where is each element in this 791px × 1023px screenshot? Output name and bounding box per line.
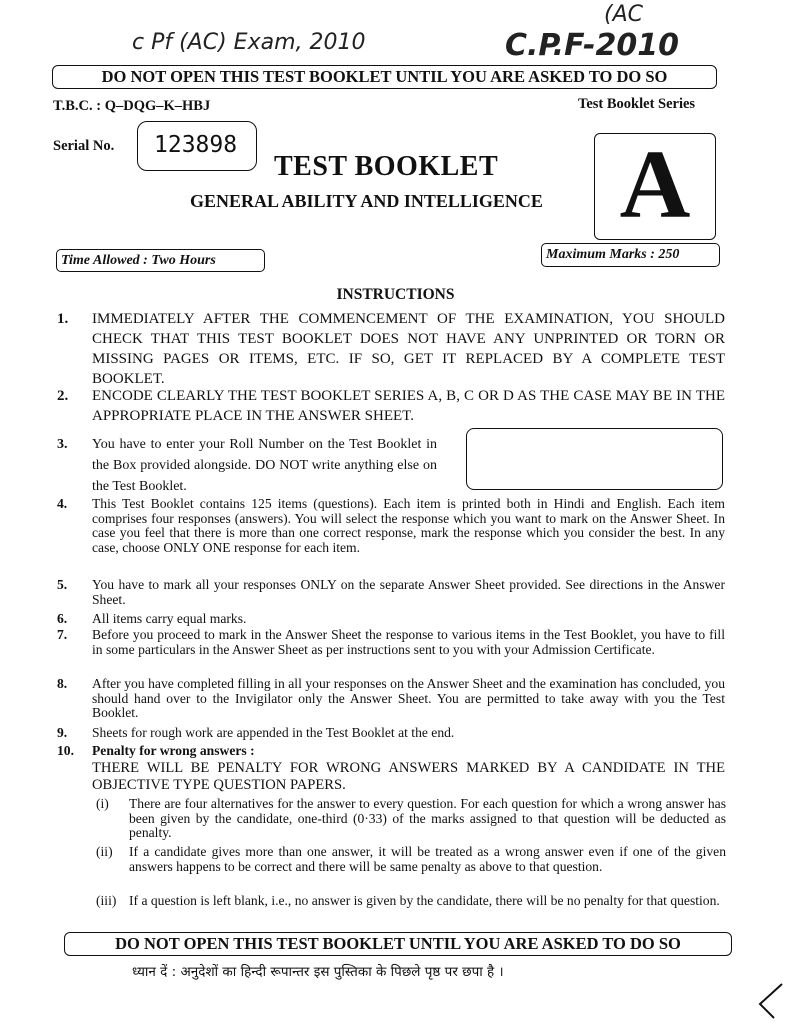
item-text: All items carry equal marks.: [92, 611, 247, 626]
series-letter: A: [619, 131, 691, 239]
instruction-item-6: [57, 612, 725, 628]
item-number: 10.: [57, 743, 74, 758]
page-title: TEST BOOKLET: [274, 151, 499, 182]
instruction-item-5: [57, 578, 725, 608]
penalty-number: (i): [96, 796, 109, 811]
instruction-item-9: [57, 726, 725, 742]
item-text: You have to mark all your responses ONLY on the separate Answer Sheet provided. See directions in the Answer Sheet.: [92, 577, 725, 607]
item-text: You have to enter your Roll Number on the Test Booklet in the Box provided alongside. DO NOT write anything else on the Test Booklet.: [92, 437, 437, 494]
penalty-intro: THERE WILL BE PENALTY FOR WRONG ANSWERS MARKED BY A CANDIDATE IN THE OBJECTIVE TYPE QUESTION PAPERS.: [92, 760, 725, 793]
series-label: Test Booklet Series: [578, 96, 696, 112]
penalty-text: If a question is left blank, i.e., no answer is given by the candidate, there will be no penalty for that question.: [129, 893, 720, 908]
handwritten-ac-note: (AC: [604, 2, 643, 27]
penalty-text: If a candidate gives more than one answer, it will be treated as a wrong answer even if one of the given answers happens to be correct and there will be same penalty as above to that question.: [129, 844, 726, 874]
penalty-number: (ii): [96, 844, 113, 859]
maximum-marks: Maximum Marks : 250: [541, 243, 720, 267]
item-number: 3.: [57, 437, 68, 452]
tbc-code: T.B.C. : Q–DQG–K–HBJ: [53, 98, 211, 114]
serial-number: 123898: [154, 132, 238, 158]
instruction-item-4: [57, 497, 725, 573]
hindi-note: ध्यान दें : अनुदेशों का हिन्दी रूपान्तर इस पुस्तिका के पिछले पृष्ठ पर छपा है ।: [132, 964, 504, 980]
handwritten-exam-note: c Pf (AC) Exam, 2010: [132, 30, 366, 55]
paper-subtitle: GENERAL ABILITY AND INTELLIGENCE: [190, 191, 543, 211]
handwritten-cpf-note: C.P.F-2010: [505, 28, 680, 63]
item-text: Before you proceed to mark in the Answer Sheet the response to various items in the Test Booklet, you have to fill in some particulars in the Answer Sheet as per instructions sent to you with your Admission Certificate.: [92, 627, 725, 657]
item-text: IMMEDIATELY AFTER THE COMMENCEMENT OF THE EXAMINATION, YOU SHOULD CHECK THAT THIS TEST BOOKLET DOES NOT HAVE ANY UNPRINTED OR TORN OR MISSING PAGES OR ITEMS, ETC. IF SO, GET IT REPLACED BY A COMPLETE TEST BOOKLET.: [92, 311, 725, 387]
instruction-item-1: [57, 309, 725, 389]
item-number: 4.: [57, 496, 68, 511]
item-number: 6.: [57, 611, 68, 626]
scan-mark: [752, 980, 788, 1020]
serial-number-box: [137, 121, 257, 171]
item-number: 7.: [57, 627, 68, 642]
warning-banner-bottom: DO NOT OPEN THIS TEST BOOKLET UNTIL YOU ARE ASKED TO DO SO: [64, 932, 732, 956]
penalty-number: (iii): [96, 893, 117, 908]
penalty-item-i: [96, 797, 726, 843]
item-number: 9.: [57, 725, 68, 740]
penalty-item-ii: [96, 845, 726, 891]
series-letter-box: [594, 133, 716, 240]
item-number: 5.: [57, 577, 68, 592]
instructions-heading: INSTRUCTIONS: [336, 286, 455, 303]
roll-number-box[interactable]: [466, 428, 723, 490]
instruction-item-7: [57, 628, 725, 674]
item-text: Penalty for wrong answers :: [92, 743, 255, 758]
item-text: This Test Booklet contains 125 items (questions). Each item is printed both in Hindi and English. Each item comprises four responses (answers). You will select the response which you want to mark on the Answer Sheet. In case you feel that there is more than one correct response, mark the response which you consider the best. In any case, choose ONLY ONE response for each item.: [92, 496, 725, 555]
item-text: Sheets for rough work are appended in the Test Booklet at the end.: [92, 725, 455, 740]
serial-label: Serial No.: [53, 138, 115, 154]
item-number: 8.: [57, 676, 68, 691]
instruction-item-2: [57, 386, 725, 428]
penalty-item-iii: [96, 894, 726, 926]
instruction-item-10: [57, 744, 725, 760]
warning-banner-top: DO NOT OPEN THIS TEST BOOKLET UNTIL YOU ARE ASKED TO DO SO: [52, 65, 717, 89]
instruction-item-3: [57, 434, 437, 494]
penalty-text: There are four alternatives for the answer to every question. For each question for which a wrong answer has been given by the candidate, one-third (0·33) of the marks assigned to that question will be deducted as penalty.: [129, 796, 726, 841]
item-text: After you have completed filling in all your responses on the Answer Sheet and the examination has concluded, you should hand over to the Invigilator only the Answer Sheet. You are permitted to take away with you the Test Booklet.: [92, 676, 725, 721]
item-text: ENCODE CLEARLY THE TEST BOOKLET SERIES A, B, C OR D AS THE CASE MAY BE IN THE APPROPRIATE PLACE IN THE ANSWER SHEET.: [92, 388, 725, 424]
item-number: 1.: [57, 311, 69, 327]
time-allowed: Time Allowed : Two Hours: [56, 249, 265, 272]
instruction-item-8: [57, 677, 725, 723]
item-number: 2.: [57, 388, 69, 404]
